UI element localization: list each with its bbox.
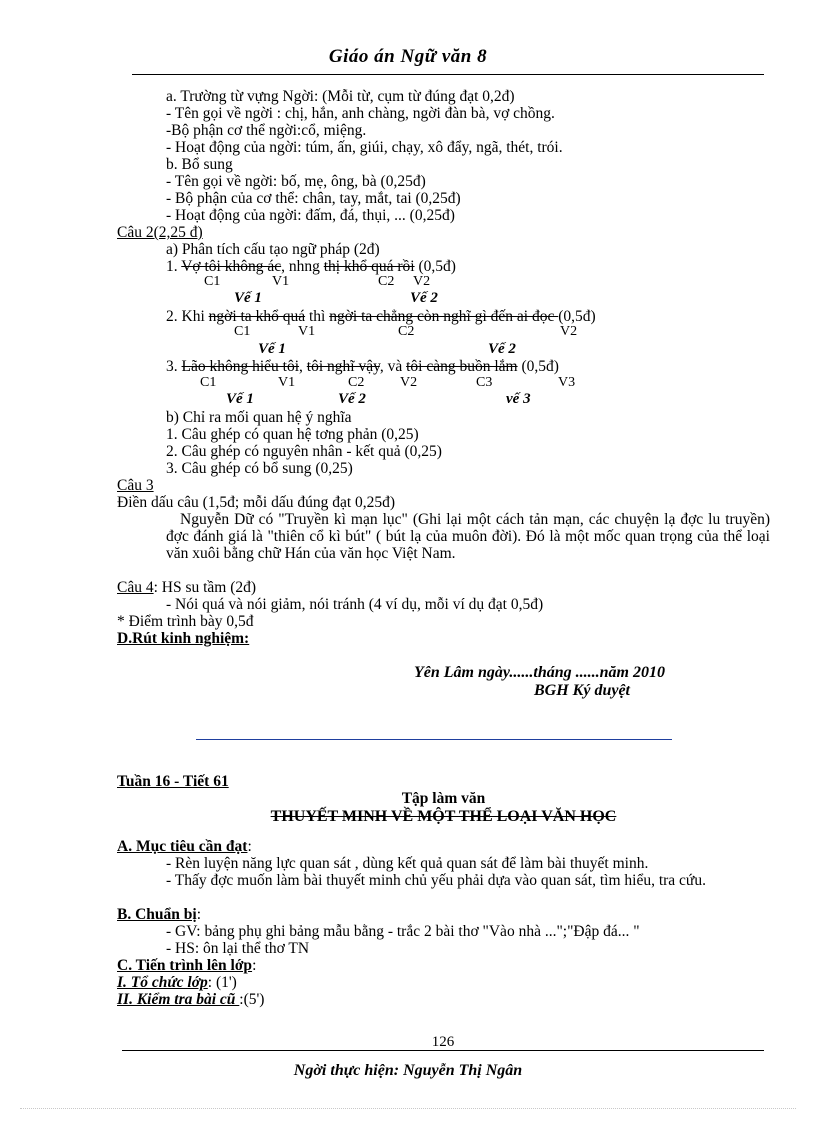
- cau2-heading: Câu 2(2,25 đ): [117, 224, 203, 241]
- cau2-b-item-2: 2. Câu ghép có nguyên nhân - kết quả (0,25): [166, 443, 442, 460]
- sentence-2-clause-1: ngời ta khổ quá: [208, 308, 306, 325]
- sentence-3-score: (0,5đ): [517, 358, 559, 375]
- section-c-heading: C. Tiến trình lên lớp: [117, 957, 253, 974]
- sentence-3: [166, 358, 559, 375]
- page-header-title: Giáo án Ngữ văn 8: [328, 46, 488, 67]
- s2-label-v2: V2: [560, 324, 578, 339]
- signature-approver: BGH Ký duyệt: [534, 682, 630, 699]
- part-a-line-2: - Tên gọi về ngời : chị, hắn, anh chàng, ngời đàn bà, vợ chồng.: [166, 105, 555, 122]
- class-organization-time: : (1'): [207, 974, 237, 991]
- page-number: 126: [431, 1034, 455, 1050]
- sentence-3-clause-2: tôi nghĩ vậy: [306, 358, 380, 375]
- section-c-item-1: [117, 974, 237, 991]
- part-b-line-1: - Tên gọi về ngời: bố, mẹ, ông, bà (0,25đ): [166, 173, 426, 190]
- section-c-item-2: [117, 991, 264, 1008]
- old-lesson-check-time: :(5'): [239, 991, 265, 1008]
- s3-ve-2: Vế 2: [338, 391, 366, 407]
- section-a-item-2: - Thấy đợc muốn làm bài thuyết minh chủ yếu phải dựa vào quan sát, tìm hiểu, tra cứu.: [166, 872, 706, 889]
- lesson-subject: Tập làm văn: [401, 790, 486, 807]
- s3-label-v3: V3: [558, 375, 576, 390]
- page-bottom-border: [20, 1108, 796, 1109]
- cau3-paragraph: Nguyễn Dữ có "Truyền kì mạn lục" (Ghi lại một cách tản mạn, các chuyện lạ đợc lu truyền) đợc đánh giá là "thiên cổ kì bút" ( bút lạ của muôn đời). Đó là một mốc quan trọng của thể loại văn xuôi bằng chữ Hán của văn học Việt Nam.: [166, 511, 770, 562]
- s2-label-c1: C1: [234, 324, 251, 339]
- cau3-heading: Câu 3: [117, 477, 154, 494]
- cau3-instruction: Điền dấu câu (1,5đ; mỗi dấu đúng đạt 0,25đ): [117, 494, 396, 511]
- s1-ve-1: Vế 1: [234, 290, 262, 306]
- section-a-item-1: - Rèn luyện năng lực quan sát , dùng kết quả quan sát để làm bài thuyết minh.: [166, 855, 649, 872]
- sentence-1-clause-2: thị khổ quá rồi: [323, 258, 415, 275]
- cau2-b-item-3: 3. Câu ghép có bổ sung (0,25): [166, 460, 353, 477]
- signature-date: Yên Lâm ngày......tháng ......năm 2010: [414, 664, 665, 681]
- part-a-line-4: - Hoạt động của ngời: túm, ấn, giúi, chạy, xô đẩy, ngã, thét, trói.: [166, 139, 563, 156]
- s2-ve-2: Vế 2: [488, 341, 516, 357]
- section-a-colon: :: [247, 838, 252, 855]
- cau4-line: [117, 579, 256, 596]
- sentence-2-num: 2. Khi: [166, 308, 209, 325]
- section-c-colon: :: [252, 957, 257, 974]
- part-b-line-2: - Bộ phận của cơ thể: chân, tay, mắt, tai (0,25đ): [166, 190, 461, 207]
- sentence-2: [166, 308, 596, 325]
- part-b-heading: b. Bổ sung: [166, 156, 233, 173]
- sentence-1: [166, 258, 456, 275]
- cau4-rest: : HS su tầm (2đ): [153, 579, 257, 596]
- section-a-heading: A. Mục tiêu cần đạt: [117, 838, 248, 855]
- cau2-b-item-1: 1. Câu ghép có quan hệ tơng phản (0,25): [166, 426, 419, 443]
- lesson-title-text: THUYẾT MINH VỀ MỘT THỂ LOẠI VĂN HỌC: [270, 808, 617, 825]
- sentence-3-link-2: , và: [379, 358, 407, 375]
- s2-label-c2: C2: [398, 324, 415, 339]
- sentence-1-clause-1: Vợ tôi không ác: [181, 258, 282, 275]
- section-b-line: [117, 906, 201, 923]
- old-lesson-check-heading: II. Kiểm tra bài cũ: [117, 991, 240, 1008]
- sentence-1-num: 1.: [166, 258, 182, 275]
- header-rule: [132, 74, 764, 75]
- sentence-3-num: 3.: [166, 358, 182, 375]
- s1-label-v1: V1: [272, 274, 290, 289]
- section-b-colon: :: [196, 906, 202, 923]
- s3-label-c1: C1: [200, 375, 217, 390]
- s1-label-c1: C1: [204, 274, 221, 289]
- cau4-heading: Câu 4: [117, 579, 154, 596]
- sentence-2-link: thì: [305, 308, 330, 325]
- footer-rule: [122, 1050, 764, 1051]
- section-a-line: [117, 838, 252, 855]
- section-b-item-1: - GV: bảng phụ ghi bảng mẫu bằng - trắc 2 bài thơ "Vào nhà ...";"Đập đá... ": [166, 923, 640, 940]
- s2-label-v1: V1: [298, 324, 316, 339]
- sentence-3-clause-1: Lão không hiểu tôi: [181, 358, 300, 375]
- s1-label-c2: C2: [378, 274, 395, 289]
- separator-line: [196, 739, 672, 740]
- sentence-1-score: (0,5đ): [414, 258, 456, 275]
- part-a-line-1: a. Trường từ vựng Ngời: (Mỗi từ, cụm từ đúng đạt 0,2đ): [166, 88, 515, 105]
- sentence-1-link: , nhng: [281, 258, 324, 275]
- lesson-title: [117, 808, 770, 825]
- cau4-presentation: * Điểm trình bày 0,5đ: [117, 613, 254, 630]
- sentence-3-clause-3: tôi càng buồn lắm: [406, 358, 518, 375]
- sentence-3-link-1: ,: [299, 358, 307, 375]
- s3-label-c3: C3: [476, 375, 493, 390]
- s3-label-v1: V1: [278, 375, 296, 390]
- week-lesson: Tuần 16 - Tiết 61: [117, 773, 229, 790]
- section-d-heading: D.Rút kinh nghiệm:: [117, 630, 250, 647]
- section-b-item-2: - HS: ôn lại thể thơ TN: [166, 940, 310, 957]
- s3-ve-1: Vế 1: [226, 391, 254, 407]
- cau2-a: a) Phân tích cấu tạo ngữ pháp (2đ): [166, 241, 380, 258]
- section-b-heading: B. Chuẩn bị: [117, 906, 197, 923]
- section-c-line: [117, 957, 256, 974]
- part-b-line-3: - Hoạt động của ngời: đấm, đá, thụi, ... (0,25đ): [166, 207, 455, 224]
- sentence-2-clause-2: ngời ta chẳng còn nghĩ gì đến ai đọc: [329, 308, 559, 325]
- s3-ve-3: vế 3: [506, 391, 531, 407]
- s2-ve-1: Vế 1: [258, 341, 286, 357]
- part-a-line-3: -Bộ phận cơ thể ngời:cổ, miệng.: [166, 122, 367, 139]
- s1-ve-2: Vế 2: [410, 290, 438, 306]
- cau4-item-1: - Nói quá và nói giảm, nói tránh (4 ví dụ, mỗi ví dụ đạt 0,5đ): [166, 596, 544, 613]
- class-organization-heading: I. Tổ chức lớp: [117, 974, 208, 991]
- cau2-b: b) Chỉ ra mối quan hệ ý nghĩa: [166, 409, 352, 426]
- s3-label-v2: V2: [400, 375, 418, 390]
- sentence-2-score: (0,5đ): [558, 308, 596, 325]
- footer-author: Ngời thực hiện: Nguyễn Thị Ngân: [293, 1062, 523, 1079]
- s1-label-v2: V2: [413, 274, 431, 289]
- s3-label-c2: C2: [348, 375, 365, 390]
